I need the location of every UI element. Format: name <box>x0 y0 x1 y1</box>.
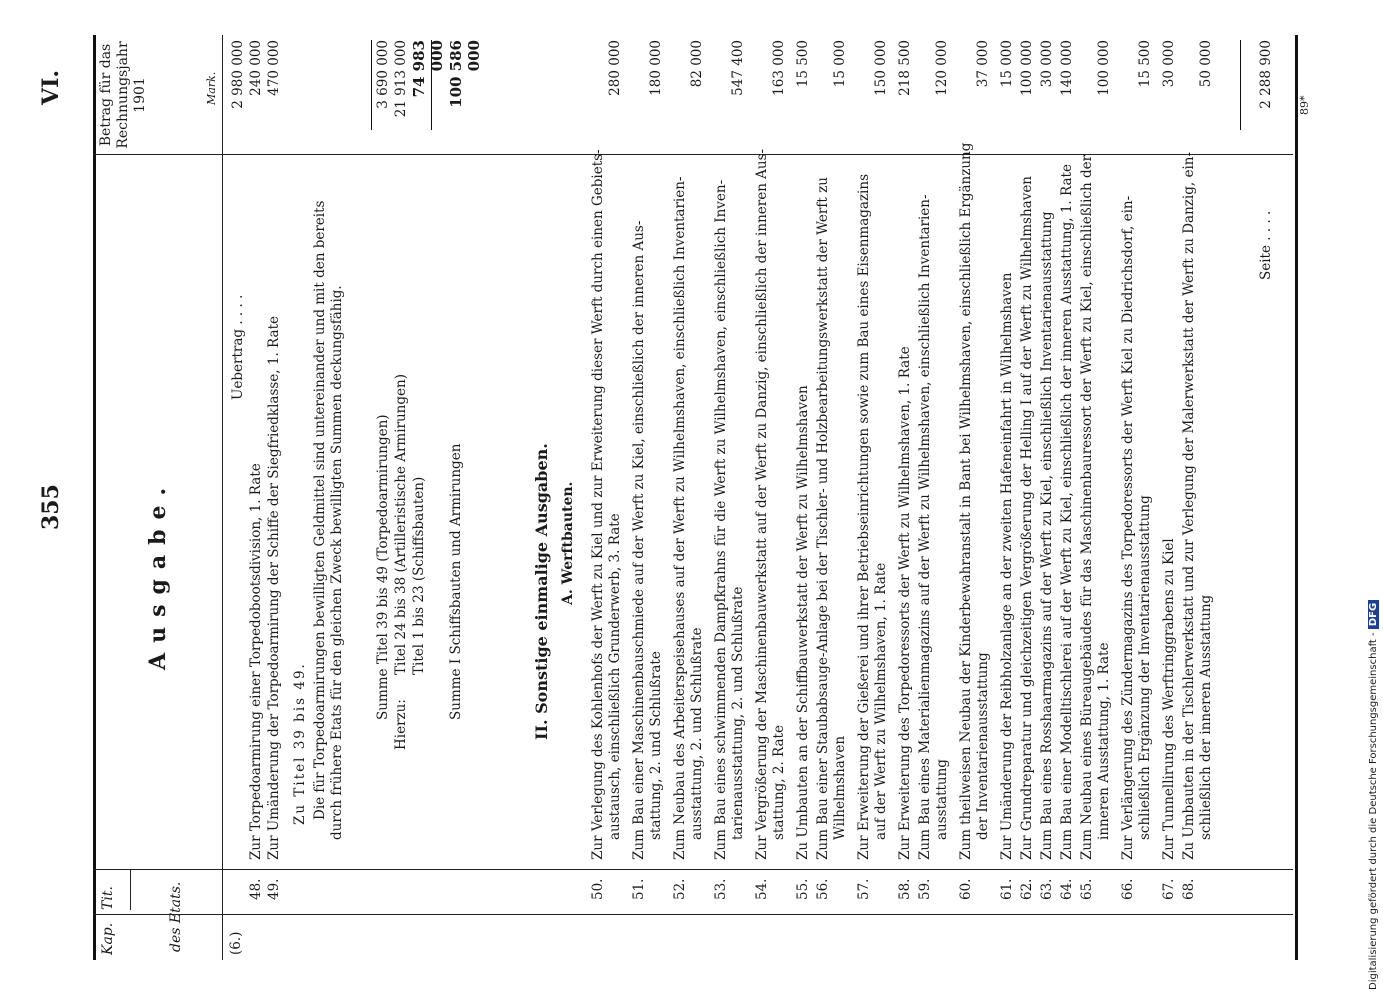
item-amount: 37 000 <box>975 40 991 88</box>
item-amount: 50 000 <box>1198 40 1214 88</box>
amount-column-line <box>93 154 1293 155</box>
item-text-line-2: schließlich der inneren Ausstattung <box>1198 594 1214 840</box>
item-tit: 68. <box>1181 878 1197 900</box>
item-tit: 65. <box>1079 878 1095 900</box>
item-text-line-2: stattung, 2. und Schlußrate <box>648 651 664 840</box>
item-text-line-2: der Inventarienausstattung <box>975 652 991 840</box>
section-2-heading: II. Sonstige einmalige Ausgaben. <box>532 443 551 740</box>
item-tit: 64. <box>1059 878 1075 900</box>
page-title: Ausgabe. <box>145 477 171 670</box>
zu-titel-note-2: durch frühere Etats für den gleichen Zweck bewilligten Summen deckungsfähig. <box>329 285 345 840</box>
item-tit: 62. <box>1019 878 1035 900</box>
col-header-tit: Tit. <box>100 886 116 910</box>
item-text-line-2: auf der Werft zu Wilhelmshaven, 1. Rate <box>873 562 889 840</box>
item-text-line-2: Wilhelmshaven <box>832 735 848 840</box>
item-text-line-1: Zum Bau eines schwimmenden Dampfkrahns für die Werft zu Wilhelmshaven, einschließlich Inven- <box>713 179 729 860</box>
item-amount: 150 000 <box>873 40 889 96</box>
item-amount: 100 000 <box>1096 40 1112 96</box>
col-header-mark: Mark. <box>205 71 218 105</box>
item-tit: 66. <box>1120 878 1136 900</box>
sum-rule-1 <box>371 40 372 130</box>
item-text-line-2: stattung, 2. Rate <box>771 725 787 840</box>
uebertrag-amount: 2 980 000 <box>230 40 246 109</box>
uebertrag-label: Uebertrag . . . . <box>230 294 246 400</box>
item-text-line-1: Zur Grundreparatur und gleichzeitigen Vergrößerung der Helling I auf der Werft zu Wilhelmshaven <box>1019 175 1035 860</box>
footer-credit <box>1368 600 1379 990</box>
item-text-line-1: Zu Umbauten in der Tischlerwerkstatt und zur Verlegung der Malerwerkstatt der Werft zu Danzig, ein- <box>1181 151 1197 860</box>
item-text-line-1: Zur Verlängerung des Zündermagazins des Torpedoressorts der Werft Kiel zu Diedrichsdorf, ein- <box>1120 195 1136 860</box>
item-text-line-1: Zum Bau einer Modelltischlerei auf der Werft zu Kiel, einschließlich der inneren Ausstattung, 1. Rate <box>1059 164 1075 860</box>
header-divider <box>130 870 131 910</box>
row-49-tit: 49. <box>266 878 282 900</box>
sum-rule-2 <box>431 40 432 130</box>
item-tit: 51. <box>631 878 647 900</box>
item-text-line-1: Zur Erweiterung des Torpedoressorts der Werft zu Wilhelmshaven, 1. Rate <box>897 346 913 860</box>
item-text-line-1: Zum Bau eines Rosshaarmagazins auf der Werft zu Kiel, einschließlich Inventarienausstattung <box>1039 211 1055 860</box>
item-tit: 56. <box>815 878 831 900</box>
tit-column-line <box>93 869 1293 870</box>
dfg-logo: DFG <box>1368 600 1379 629</box>
item-text-line-1: Zur Tunnellirung des Werftringgrabens zu Kiel <box>1161 538 1177 860</box>
section-2a-heading: A. Werftbauten. <box>560 481 576 605</box>
hierzu-1-label: Titel 24 bis 38 (Artilleristische Armirungen) <box>393 374 409 675</box>
seite-amount: 2 288 900 <box>1258 40 1274 109</box>
item-text-line-1: Zur Verlegung des Kohlenhofs der Werft zu Kiel und zur Erweiterung dieser Werft durch einen Gebiets- <box>590 149 606 860</box>
summe-i-label: Summe I Schiffsbauten und Armirungen <box>448 443 464 720</box>
item-tit: 54. <box>754 878 770 900</box>
item-amount: 547 400 <box>730 40 746 96</box>
col-header-etats: des Etats. <box>168 881 184 952</box>
section-number: VI. <box>38 69 64 105</box>
item-amount: 30 000 <box>1039 40 1055 88</box>
item-tit: 59. <box>917 878 933 900</box>
item-amount: 100 000 <box>1019 40 1035 96</box>
item-tit: 50. <box>590 878 606 900</box>
zu-titel-heading: Zu Titel 39 bis 49. <box>292 662 308 825</box>
row-48-text: Zur Torpedoarmirung einer Torpedobootsdivision, 1. Rate <box>248 463 264 860</box>
zu-titel-note-1: Die für Torpedoarmirungen bewilligten Geldmittel sind untereinander und mit den bereits <box>312 200 328 820</box>
item-text-line-2: austausch, einschließlich Grunderwerb, 3. Rate <box>607 513 623 840</box>
item-amount: 163 000 <box>771 40 787 96</box>
item-tit: 57. <box>856 878 872 900</box>
item-tit: 52. <box>672 878 688 900</box>
kap-value: (6.) <box>228 931 244 955</box>
item-text-line-1: Zur Vergrößerung der Maschinenbauwerkstatt auf der Werft zu Danzig, einschließlich der inneren Aus- <box>754 148 770 860</box>
row-49-text: Zur Umänderung der Torpedoarmirung der Schiffe der Siegfriedklasse, 1. Rate <box>266 316 282 860</box>
item-amount: 30 000 <box>1161 40 1177 88</box>
item-tit: 60. <box>958 878 974 900</box>
item-amount: 15 000 <box>832 40 848 88</box>
seite-label: Seite . . . . <box>1258 210 1274 280</box>
top-rule <box>93 35 96 960</box>
item-text-line-2: tarienausstattung, 2. und Schlußrate <box>730 586 746 840</box>
footer-text: Digitalisierung gefördert durch die Deutsche Forschungsgemeinschaft - <box>1368 632 1379 990</box>
page-number: 355 <box>38 484 64 530</box>
col-header-betrag: Betrag für das Rechnungsjahr 1901 <box>98 41 148 149</box>
kap-column-line <box>93 914 1293 915</box>
item-amount: 218 500 <box>897 40 913 96</box>
item-text-line-1: Zum Bau einer Staubabsauge-Anlage bei der Tischler- und Holzbearbeitungswerkstatt der Werft zu <box>815 177 831 860</box>
item-text-line-1: Zur Erweiterung der Gießerei und ihrer Betriebseinrichtungen sowie zum Bau eines Eisenmagazins <box>856 173 872 860</box>
sheet-signature: 89* <box>1298 95 1311 115</box>
bottom-rule <box>1295 35 1298 960</box>
hierzu-2-label: Titel 1 bis 23 (Schiffsbauten) <box>411 476 427 675</box>
hierzu-label: Hierzu: <box>393 699 409 750</box>
item-tit: 67. <box>1161 878 1177 900</box>
hierzu-2-amount: 74 983 000 <box>410 40 446 98</box>
item-amount: 15 000 <box>999 40 1015 88</box>
item-amount: 15 500 <box>1137 40 1153 88</box>
col-header-kap: Kap. <box>100 922 116 955</box>
row-48-amount: 240 000 <box>248 40 264 96</box>
item-text-line-2: ausstattung, 2. und Schlußrate <box>689 627 705 840</box>
item-tit: 58. <box>897 878 913 900</box>
item-text-line-2: schließlich Ergänzung der Inventarienausstattung <box>1137 495 1153 840</box>
item-text-line-1: Zum Bau eines Materialienmagazins auf der Werft zu Wilhelmshaven, einschließlich Inventarien- <box>917 194 933 860</box>
item-text-line-1: Zu Umbauten an der Schiffbauwerkstatt der Werft zu Wilhelmshaven <box>795 385 811 860</box>
row-49-amount: 470 000 <box>266 40 282 96</box>
item-tit: 61. <box>999 878 1015 900</box>
summe-i-amount: 100 586 000 <box>447 40 483 108</box>
header-bottom-rule <box>222 35 223 960</box>
item-amount: 140 000 <box>1059 40 1075 96</box>
item-text-line-1: Zum Neubau des Arbeiterspeisehauses auf der Werft zu Wilhelmshaven, einschließlich Inventarien- <box>672 176 688 860</box>
item-amount: 180 000 <box>648 40 664 96</box>
summe-titel-amount: 3 690 000 <box>375 40 391 109</box>
item-text-line-1: Zum Bau einer Maschinenbauschmiede auf der Werft zu Kiel, einschließlich der inneren Aus- <box>631 220 647 860</box>
item-tit: 63. <box>1039 878 1055 900</box>
item-amount: 82 000 <box>689 40 705 88</box>
item-amount: 120 000 <box>934 40 950 96</box>
hierzu-1-amount: 21 913 000 <box>393 40 409 118</box>
item-text-line-2: ausstattung <box>934 759 950 840</box>
summe-titel-label: Summe Titel 39 bis 49 (Torpedoarmirungen) <box>375 414 391 720</box>
item-text-line-2: inneren Ausstattung, 1. Rate <box>1096 642 1112 840</box>
item-tit: 53. <box>713 878 729 900</box>
sum-rule-3 <box>1240 40 1241 130</box>
item-tit: 55. <box>795 878 811 900</box>
item-text-line-1: Zur Umänderung der Reibholzanlage an der zweiten Hafeneinfahrt in Wilhelmshaven <box>999 272 1015 860</box>
item-text-line-1: Zum Neubau eines Büreaugebäudes für das Maschinenbauressort der Werft zu Kiel, einschließlich der <box>1079 154 1095 860</box>
item-text-line-1: Zum theilweisen Neubau der Kinderbewahranstalt in Bant bei Wilhelmshaven, einschließlich Ergänzung <box>958 142 974 860</box>
item-amount: 280 000 <box>607 40 623 96</box>
item-amount: 15 500 <box>795 40 811 88</box>
row-48-tit: 48. <box>248 878 264 900</box>
